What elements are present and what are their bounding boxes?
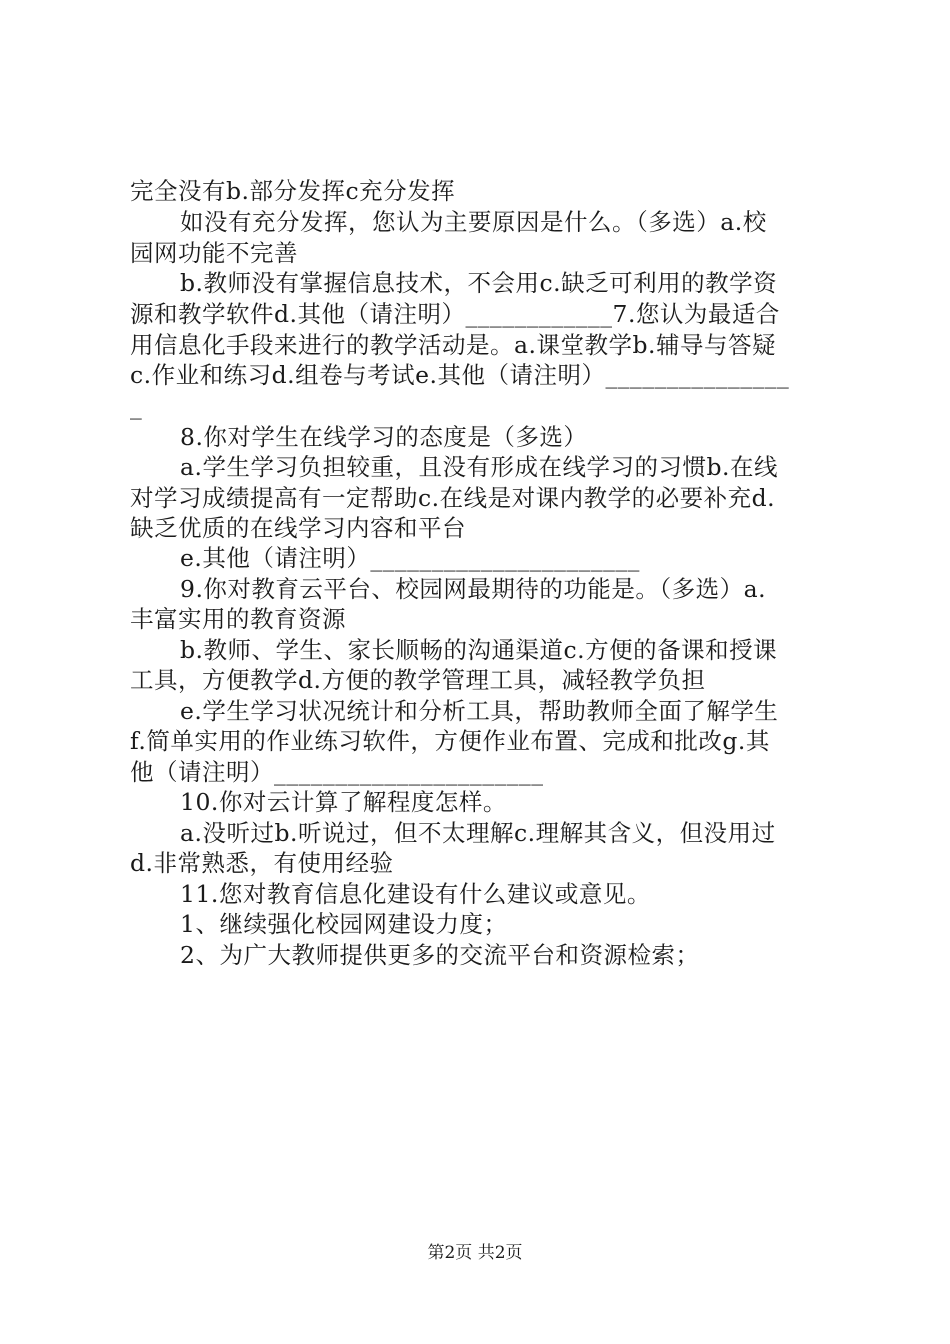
text-line: e.其他（请注明）______________________ bbox=[180, 544, 640, 572]
text-line: c.作业和练习d.组卷与考试e.其他（请注明）_______________ bbox=[130, 361, 790, 389]
text-line: 用信息化手段来进行的教学活动是。a.课堂教学b.辅导与答疑 bbox=[130, 331, 776, 359]
text-line: 工具，方便教学d.方便的教学管理工具，减轻教学负担 bbox=[130, 666, 706, 694]
text-line: 他（请注明）______________________ bbox=[130, 758, 544, 786]
text-line: 丰富实用的教育资源 bbox=[130, 605, 346, 633]
question-heading: 8.你对学生在线学习的态度是（多选） bbox=[180, 423, 588, 451]
text-line: 2、为广大教师提供更多的交流平台和资源检索； bbox=[180, 941, 700, 969]
question-heading: 10.你对云计算了解程度怎样。 bbox=[180, 788, 507, 816]
page-number-footer: 第2页 共2页 bbox=[427, 1243, 523, 1263]
text-line: 完全没有b.部分发挥c充分发挥 bbox=[130, 177, 456, 205]
text-line: 缺乏优质的在线学习内容和平台 bbox=[130, 514, 466, 542]
text-line: 源和教学软件d.其他（请注明）____________7.您认为最适合 bbox=[130, 300, 780, 328]
text-line: 如没有充分发挥，您认为主要原因是什么。（多选）a.校 bbox=[180, 208, 767, 236]
text-line: f.简单实用的作业练习软件，方便作业布置、完成和批改g.其 bbox=[130, 727, 770, 755]
text-line: b.教师没有掌握信息技术，不会用c.缺乏可利用的教学资 bbox=[180, 269, 778, 297]
text-line: a.学生学习负担较重，且没有形成在线学习的习惯b.在线 bbox=[180, 453, 778, 481]
text-line: 园网功能不完善 bbox=[130, 239, 298, 267]
text-line: _ bbox=[130, 392, 143, 420]
question-heading: 11.您对教育信息化建设有什么建议或意见。 bbox=[180, 880, 651, 908]
text-line: e.学生学习状况统计和分析工具，帮助教师全面了解学生 bbox=[180, 697, 779, 725]
text-line: a.没听过b.听说过，但不太理解c.理解其含义，但没用过 bbox=[180, 819, 776, 847]
text-line: d.非常熟悉，有使用经验 bbox=[130, 849, 394, 877]
text-line: b.教师、学生、家长顺畅的沟通渠道c.方便的备课和授课 bbox=[180, 636, 778, 664]
text-line: 对学习成绩提高有一定帮助c.在线是对课内教学的必要补充d. bbox=[130, 484, 776, 512]
question-heading: 9.你对教育云平台、校园网最期待的功能是。（多选）a. bbox=[180, 575, 767, 603]
text-line: 1、继续强化校园网建设力度； bbox=[180, 910, 508, 938]
